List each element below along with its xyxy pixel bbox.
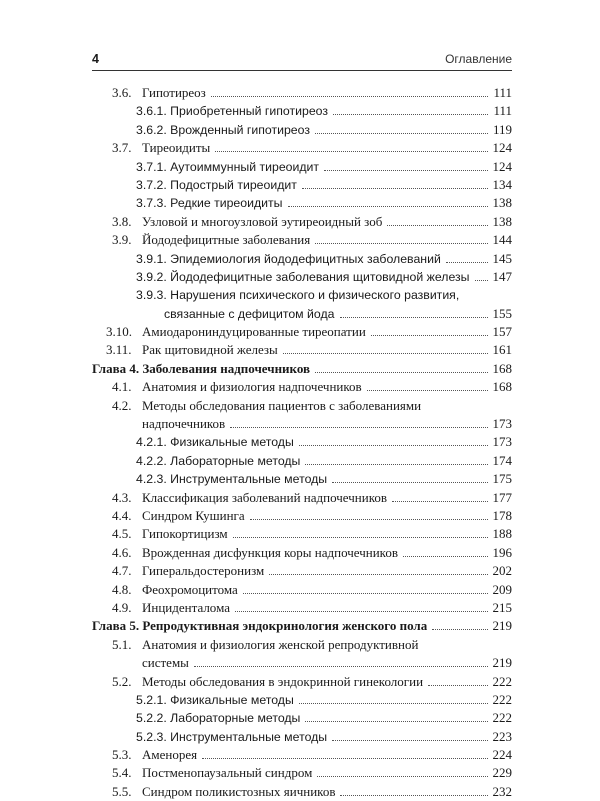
toc-entry-title: Анатомия и физиология женской репродуктивной [142,636,419,652]
toc-entry[interactable] [136,470,512,488]
toc-section-number: 4.2. [112,397,132,413]
toc-page-number: 222 [492,691,512,707]
toc-page-number: 155 [492,305,512,321]
toc-entry[interactable] [142,323,512,341]
toc-entry[interactable] [142,562,512,580]
toc-page-number: 144 [492,232,512,248]
chapter-title: Глава 5. Репродуктивная эндокринология женского пола [92,618,428,634]
toc-row [92,433,512,451]
leader-dots [269,573,487,575]
toc-entry-title: Классификация заболеваний надпочечников [142,489,387,505]
toc-entry-title: Рак щитовидной железы [142,342,278,358]
toc-row [92,139,512,157]
toc-page-number: 229 [492,765,512,781]
leader-dots [299,444,488,446]
table-of-contents [92,84,512,801]
toc-entry[interactable] [142,654,512,672]
toc-page-number: 219 [492,655,512,671]
leader-dots [340,794,487,796]
toc-entry-title: Постменопаузальный синдром [142,765,313,781]
toc-page-number: 157 [492,324,512,340]
toc-entry-title: Йододефицитные заболевания [142,232,311,248]
toc-page-number: 173 [492,416,512,432]
toc-page-number: 202 [492,563,512,579]
leader-dots [333,113,488,115]
toc-page-number: 168 [492,360,512,376]
toc-section-number: 3.7. [112,140,132,156]
toc-row [92,636,512,654]
toc-row [92,617,512,635]
leader-dots [288,205,488,207]
toc-entry[interactable] [92,360,512,378]
toc-entry[interactable] [136,121,512,139]
leader-dots [475,279,488,281]
toc-page-number: 196 [492,544,512,560]
toc-section-number: 4.4. [112,507,132,523]
toc-section-number: 3.8. [112,213,132,229]
leader-dots [302,187,488,189]
toc-entry-title: надпочечников [142,416,226,432]
toc-row [92,323,512,341]
chapter-title: Глава 4. Заболевания надпочечников [92,360,311,376]
toc-section-number: 5.5. [112,783,132,799]
toc-row [92,84,512,102]
toc-entry-title: 5.2.2. Лабораторные методы [136,711,301,726]
leader-dots [194,665,488,667]
toc-entry[interactable] [142,581,512,599]
toc-row [92,305,512,323]
toc-entry[interactable] [136,452,512,470]
toc-entry[interactable] [142,764,512,782]
toc-section-number: 4.3. [112,489,132,505]
toc-row [92,525,512,543]
toc-entry-title: связанные с дефицитом йода [164,306,335,321]
header-rule [92,70,512,71]
toc-entry[interactable] [136,709,512,727]
toc-page-number: 138 [492,213,512,229]
toc-page-number: 177 [492,489,512,505]
toc-section-number: 5.2. [112,673,132,689]
toc-entry-title: Анатомия и физиология надпочечников [142,379,362,395]
leader-dots [215,150,487,152]
toc-entry-title: 3.9.1. Эпидемиология йододефицитных заболеваний [136,251,441,266]
toc-entry[interactable] [164,305,512,323]
toc-entry[interactable] [136,176,512,194]
leader-dots [317,775,487,777]
toc-row [92,286,512,304]
toc-entry[interactable] [142,341,512,359]
toc-entry[interactable] [136,250,512,268]
toc-row [92,102,512,120]
toc-row [92,415,512,433]
toc-row [92,764,512,782]
leader-dots [332,739,487,741]
toc-page-number: 209 [492,581,512,597]
leader-dots [230,426,487,428]
leader-dots [299,702,488,704]
toc-entry-title: Феохромоцитома [142,581,238,597]
leader-dots [315,371,487,373]
toc-row [92,507,512,525]
toc-row [92,378,512,396]
toc-entry[interactable] [142,636,512,654]
toc-entry-title: 4.2.3. Инструментальные методы [136,472,328,487]
toc-page-number: 174 [492,452,512,468]
toc-page-number: 111 [493,103,512,119]
toc-entry[interactable] [142,139,512,157]
toc-entry-title: 3.9.3. Нарушения психического и физического развития, [136,288,460,303]
toc-entry[interactable] [142,415,512,433]
leader-dots [315,242,487,244]
toc-section-number: 3.6. [112,85,132,100]
toc-page-number: 232 [492,783,512,799]
toc-page-number: 124 [492,158,512,174]
toc-entry-title: Методы обследования в эндокринной гинекологии [142,673,424,689]
toc-page-number: 138 [492,195,512,211]
toc-entry[interactable] [142,397,512,415]
toc-section-number: 5.3. [112,747,132,763]
toc-section-number: 3.10. [106,324,132,340]
toc-entry-title: Синдром Кушинга [142,507,245,523]
leader-dots [305,720,487,722]
toc-entry-title: Тиреоидиты [142,140,211,156]
toc-row [92,194,512,212]
leader-dots [340,316,488,318]
toc-entry[interactable] [142,783,512,801]
toc-entry-title: системы [142,655,189,671]
leader-dots [367,389,488,391]
toc-row [92,544,512,562]
toc-page-number: 161 [492,342,512,358]
toc-row [92,709,512,727]
toc-entry-title: 3.6.1. Приобретенный гипотиреоз [136,104,329,119]
toc-row [92,121,512,139]
toc-entry[interactable] [142,544,512,562]
toc-row [92,783,512,801]
leader-dots [392,500,488,502]
toc-entry[interactable] [142,378,512,396]
toc-entry-title: Гиперальдостеронизм [142,563,265,579]
leader-dots [324,169,487,171]
toc-entry-title: Врожденная дисфункция коры надпочечников [142,544,398,560]
toc-entry-title: Гипокортицизм [142,526,228,542]
leader-dots [371,334,488,336]
toc-entry[interactable] [136,691,512,709]
toc-page-number: 178 [492,507,512,523]
leader-dots [332,481,487,483]
toc-entry-title: Узловой и многоузловой эутиреоидный зоб [142,213,383,229]
toc-entry[interactable] [142,84,512,102]
toc-entry-title: Методы обследования пациентов с заболеваниями [142,397,422,413]
toc-entry[interactable] [142,525,512,543]
toc-section-number: 3.11. [106,342,132,358]
toc-row [92,746,512,764]
toc-entry-title: Синдром поликистозных яичников [142,783,336,799]
toc-row [92,654,512,672]
toc-row [92,728,512,746]
toc-section-number: 4.9. [112,599,132,615]
toc-row [92,231,512,249]
toc-page-number: 222 [492,710,512,726]
toc-entry[interactable] [136,268,512,286]
toc-entry[interactable] [136,158,512,176]
leader-dots [446,261,488,263]
toc-row [92,452,512,470]
toc-row [92,599,512,617]
toc-entry-title: 4.2.1. Физикальные методы [136,435,294,450]
leader-dots [387,224,487,226]
toc-row [92,489,512,507]
toc-row [92,360,512,378]
toc-page-number: 224 [492,747,512,763]
page-number: 4 [92,52,99,66]
toc-entry[interactable] [142,599,512,617]
toc-page-number: 168 [492,379,512,395]
toc-row [92,470,512,488]
leader-dots [428,684,487,686]
toc-entry-title: Инциденталома [142,599,230,615]
toc-page-number: 134 [492,176,512,192]
toc-entry-title: 3.7.2. Подострый тиреоидит [136,177,297,192]
toc-entry[interactable] [136,286,512,304]
toc-entry-title: 4.2.2. Лабораторные методы [136,453,301,468]
toc-page-number: 222 [492,673,512,689]
toc-page-number: 119 [492,121,512,137]
toc-section-number: 3.9. [112,232,132,248]
leader-dots [233,536,488,538]
toc-page-number: 124 [492,140,512,156]
toc-row [92,673,512,691]
toc-row [92,176,512,194]
toc-entry[interactable] [92,617,512,635]
toc-entry-title: Амиодарониндуцированные тиреопатии [142,324,366,340]
leader-dots [235,610,488,612]
toc-entry[interactable] [136,728,512,746]
toc-entry[interactable] [142,213,512,231]
running-title: Оглавление [445,52,512,66]
toc-entry[interactable] [142,489,512,507]
toc-section-number: 4.6. [112,544,132,560]
toc-section-number: 4.8. [112,581,132,597]
toc-page-number: 223 [492,728,512,744]
toc-row [92,268,512,286]
toc-entry-title: 3.7.3. Редкие тиреоидиты [136,196,283,211]
toc-entry-title: Гипотиреоз [142,85,206,100]
toc-page-number: 219 [492,618,512,634]
toc-row [92,213,512,231]
toc-entry[interactable] [142,231,512,249]
leader-dots [202,757,487,759]
toc-entry-title: 5.2.3. Инструментальные методы [136,729,328,744]
toc-entry[interactable] [136,194,512,212]
toc-section-number: 4.1. [112,379,132,395]
toc-entry[interactable] [136,102,512,120]
toc-row [92,562,512,580]
toc-entry-title: 3.6.2. Врожденный гипотиреоз [136,122,310,137]
leader-dots [211,95,489,97]
leader-dots [243,592,488,594]
toc-section-number: 5.1. [112,636,132,652]
toc-section-number: 4.7. [112,563,132,579]
toc-page-number: 147 [492,268,512,284]
toc-entry[interactable] [142,673,512,691]
toc-page-number: 145 [492,250,512,266]
leader-dots [315,132,488,134]
leader-dots [432,628,487,630]
toc-entry[interactable] [142,507,512,525]
toc-entry-title: 3.7.1. Аутоиммунный тиреоидит [136,159,320,174]
leader-dots [403,555,488,557]
toc-entry-title: 3.9.2. Йододефицитные заболевания щитовидной железы [136,269,470,284]
toc-row [92,250,512,268]
toc-page-number: 188 [492,526,512,542]
leader-dots [305,463,487,465]
toc-row [92,691,512,709]
toc-page-number: 111 [493,85,512,100]
toc-entry-title: Аменорея [142,747,198,763]
leader-dots [283,352,488,354]
toc-entry-title: 5.2.1. Физикальные методы [136,692,294,707]
toc-page-number: 173 [492,434,512,450]
toc-row [92,158,512,176]
toc-entry[interactable] [136,433,512,451]
toc-row [92,397,512,415]
leader-dots [250,518,488,520]
toc-section-number: 4.5. [112,526,132,542]
toc-section-number: 5.4. [112,765,132,781]
toc-page-number: 215 [492,599,512,615]
toc-row [92,581,512,599]
page-header [92,48,512,66]
toc-entry[interactable] [142,746,512,764]
toc-page-number: 175 [492,471,512,487]
toc-row [92,341,512,359]
